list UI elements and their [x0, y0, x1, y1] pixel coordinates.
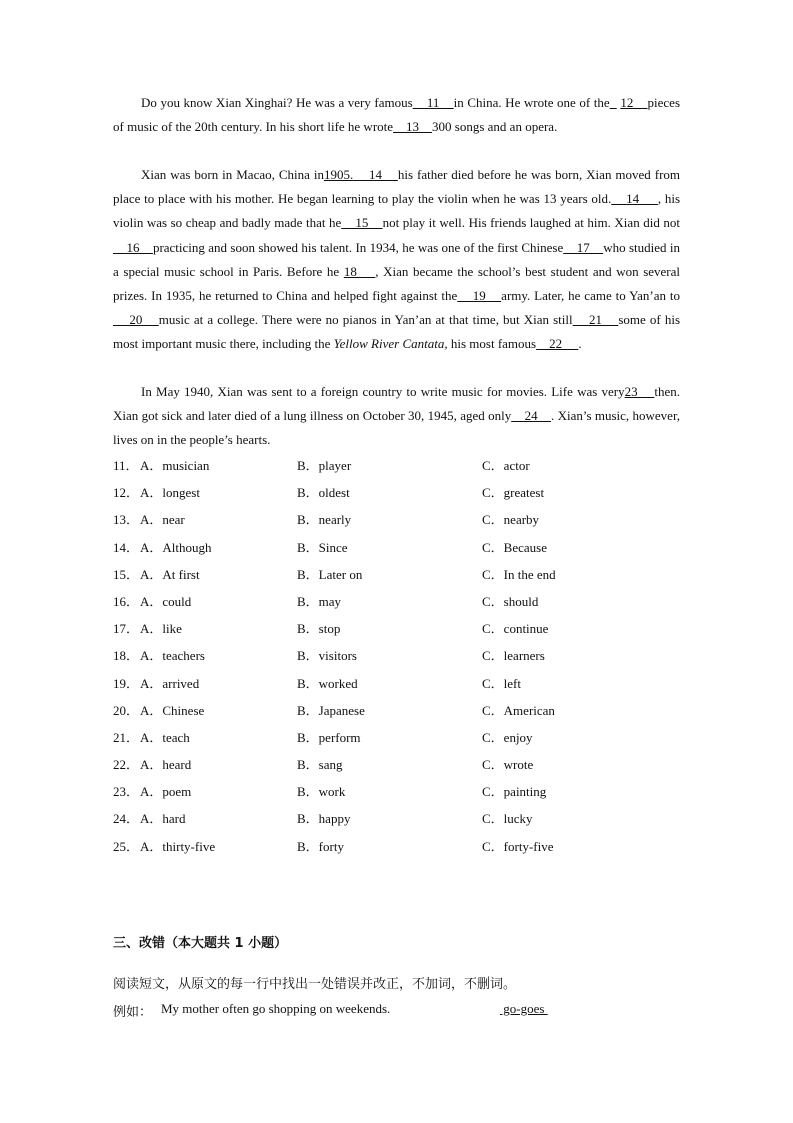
question-number: 18．	[113, 648, 140, 664]
option-b[interactable]: B．work	[297, 784, 346, 800]
options-row	[113, 483, 713, 510]
question-number: 15．	[113, 566, 140, 582]
option-a[interactable]: A．hard	[140, 811, 186, 827]
blank-12[interactable]: 12	[620, 95, 648, 110]
passage-paragraph-3	[113, 380, 680, 453]
option-b[interactable]: B．may	[297, 593, 342, 609]
options-row	[113, 755, 713, 782]
option-a[interactable]: A．like	[140, 621, 182, 637]
options-row	[113, 510, 713, 537]
option-c[interactable]: C．should	[482, 593, 539, 609]
text: Do you know Xian Xinghai? He was a very famous	[141, 95, 413, 110]
option-b[interactable]: B．nearly	[297, 512, 352, 528]
cantata-title: Yellow River Cantata	[333, 336, 445, 352]
options-row	[113, 728, 713, 755]
text: some of his most important music there, including the	[113, 312, 681, 352]
text: practicing and soon showed his talent. In 1934, he was one of the first Chinese	[152, 239, 564, 255]
option-b[interactable]: B．visitors	[297, 648, 357, 664]
text: in China. He wrote one of the	[453, 95, 610, 110]
option-b[interactable]: B．Japanese	[297, 702, 365, 718]
question-number: 17．	[113, 621, 140, 637]
passage-paragraph-1	[113, 91, 680, 139]
blank-15[interactable]: 15	[341, 215, 383, 231]
options-row	[113, 837, 713, 864]
option-c[interactable]: C．painting	[482, 784, 547, 800]
question-number: 21．	[113, 729, 140, 745]
text: his father died before he was born, Xian moved from place to place with his mother. He began learning to play the violin when he was 13 years old.	[113, 167, 681, 207]
blank-13[interactable]: 13	[393, 119, 433, 135]
option-a[interactable]: A．heard	[140, 757, 192, 773]
options-row	[113, 782, 713, 809]
option-a[interactable]: A．thirty-five	[140, 838, 216, 854]
question-number: 19．	[113, 675, 140, 691]
options-list	[113, 456, 713, 864]
option-a[interactable]: A．could	[140, 593, 192, 609]
blank-20[interactable]: 20	[113, 312, 159, 328]
option-c[interactable]: C．nearby	[482, 512, 540, 528]
option-a[interactable]: A．teach	[140, 729, 190, 745]
options-row	[113, 538, 713, 565]
option-c[interactable]: C．wrote	[482, 757, 534, 773]
blank-23[interactable]: 23	[624, 384, 655, 399]
question-number: 12．	[113, 485, 140, 501]
option-a[interactable]: A．At first	[140, 566, 200, 582]
option-b[interactable]: B．perform	[297, 729, 361, 745]
option-a[interactable]: A．teachers	[140, 648, 205, 664]
text: , his most famous	[444, 336, 537, 352]
option-a[interactable]: A．musician	[140, 458, 210, 473]
text: army. Later, he came to Yan’an to	[501, 288, 680, 304]
question-number: 16．	[113, 593, 140, 609]
question-number: 23．	[113, 784, 140, 800]
section-3-instruction: 阅读短文，从原文的每一行中找出一处错误并改正，不加词，不删词。	[113, 977, 517, 992]
section-3-title: 三、改错（本大题共 1 小题）	[113, 936, 288, 951]
question-number: 25．	[113, 838, 140, 854]
option-b[interactable]: B．Later on	[297, 566, 363, 582]
text: In May 1940, Xian was sent to a foreign country to write music for movies. Life was very	[141, 384, 625, 399]
blank-14a[interactable]: 14	[353, 167, 398, 182]
option-a[interactable]: A．Chinese	[140, 702, 205, 718]
option-a[interactable]: A．near	[140, 512, 185, 528]
option-b[interactable]: B．Since	[297, 539, 348, 555]
text: not play it well. His friends laughed at him. Xian did not	[382, 215, 680, 231]
option-c[interactable]: C．Because	[482, 539, 547, 555]
option-c[interactable]: C．continue	[482, 621, 549, 637]
options-row	[113, 456, 713, 483]
option-c[interactable]: C．In the end	[482, 566, 556, 582]
option-c[interactable]: C．left	[482, 675, 521, 691]
option-c[interactable]: C．greatest	[482, 485, 545, 501]
example-answer: go-goes	[500, 1001, 548, 1016]
options-row	[113, 592, 713, 619]
question-number: 20．	[113, 702, 140, 718]
option-c[interactable]: C．learners	[482, 648, 545, 664]
question-number: 11．	[113, 458, 139, 473]
option-c[interactable]: C．actor	[482, 458, 530, 473]
options-row	[113, 701, 713, 728]
option-c[interactable]: C．enjoy	[482, 729, 533, 745]
text: pieces of music of the 20th century. In his short life he wrote	[113, 95, 681, 135]
option-c[interactable]: C．lucky	[482, 811, 533, 827]
option-b[interactable]: B．happy	[297, 811, 351, 827]
blank-11[interactable]: 11	[412, 95, 454, 110]
options-row	[113, 674, 713, 701]
blank-22[interactable]: 22	[536, 336, 579, 352]
question-number: 22．	[113, 757, 140, 773]
blank-24[interactable]: 24	[511, 408, 551, 424]
option-b[interactable]: B．stop	[297, 621, 341, 637]
option-b[interactable]: B．worked	[297, 675, 358, 691]
question-number: 13．	[113, 512, 140, 528]
option-a[interactable]: A．arrived	[140, 675, 200, 691]
option-c[interactable]: C．forty-five	[482, 838, 554, 854]
example-sentence: My mother often go shopping on weekends.	[161, 1001, 391, 1016]
passage-paragraph-2	[113, 163, 680, 357]
options-row	[113, 646, 713, 673]
blank-18[interactable]: 18	[343, 263, 376, 279]
option-a[interactable]: A．Although	[140, 539, 212, 555]
option-b[interactable]: B．oldest	[297, 485, 350, 501]
blank-19[interactable]: 19	[457, 288, 502, 304]
option-a[interactable]: A．poem	[140, 784, 192, 800]
option-a[interactable]: A．longest	[140, 485, 200, 501]
option-b[interactable]: B．player	[297, 458, 352, 473]
text: .	[578, 336, 582, 352]
text: Xian was born in Macao, China in	[141, 167, 324, 182]
blank-16[interactable]: 16	[113, 239, 153, 255]
example-label: 例如：	[113, 1005, 153, 1020]
question-number: 24．	[113, 811, 140, 827]
blank-14b[interactable]: 14	[611, 191, 658, 207]
text: 300 songs and an opera.	[432, 119, 558, 135]
option-c[interactable]: C．American	[482, 702, 555, 718]
options-row	[113, 809, 713, 836]
text: , his violin was so cheap and badly made that he	[113, 191, 681, 231]
blank-17[interactable]: 17	[563, 239, 604, 255]
option-b[interactable]: B．sang	[297, 757, 343, 773]
option-b[interactable]: B．forty	[297, 838, 344, 854]
text: music at a college. There were no pianos in Yan’an at that time, but Xian still	[158, 312, 573, 328]
text: who studied in a special music school in Paris. Before he	[113, 239, 680, 279]
blank-21[interactable]: 21	[572, 312, 619, 328]
text: then. Xian got sick and later died of a lung illness on October 30, 1945, aged only	[113, 384, 680, 424]
text: . Xian’s music, however, lives on in the people’s hearts.	[113, 408, 681, 448]
options-row	[113, 619, 713, 646]
text: , Xian became the school’s best student and won several prizes. In 1935, he returned to China and helped fight against the	[113, 263, 681, 304]
question-number: 14．	[113, 539, 140, 555]
birth-year: 1905.	[323, 167, 354, 182]
options-row	[113, 565, 713, 592]
